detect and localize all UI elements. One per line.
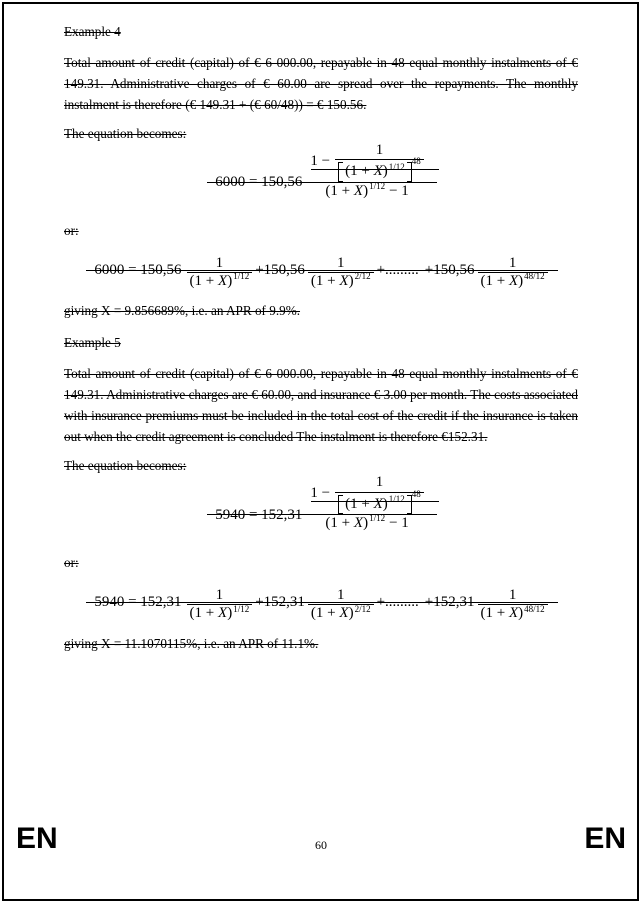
equation-lhs: 6000 = 150,56 (215, 174, 303, 191)
base-close: ) (518, 273, 524, 289)
term-numerator: 1 (337, 587, 345, 603)
series-term (308, 583, 374, 623)
fraction-bar (307, 514, 426, 515)
minus-one: − 1 (389, 514, 409, 531)
example-heading: Example 4 (64, 24, 121, 39)
inner-fraction (335, 142, 424, 182)
equation-lhs: 6000 = 150,56 (94, 261, 182, 278)
equation-intro: The equation becomes: (64, 458, 187, 474)
base-open: (1 + (325, 514, 354, 531)
bracket-exponent: 48 (411, 488, 421, 499)
variable-x: X (218, 605, 228, 622)
exponent: 2/12 (354, 603, 371, 614)
exponent: 48/12 (524, 271, 545, 282)
result-line: giving X = 11.1070115%, i.e. an APR of 11.1%. (64, 635, 319, 651)
bracketed-power (338, 488, 421, 514)
series-term (308, 251, 374, 291)
example-5-section (64, 335, 578, 653)
main-fraction (307, 142, 426, 200)
main-fraction (307, 474, 426, 532)
base-open: (1 + (325, 182, 354, 199)
variable-x: X (373, 163, 383, 180)
term-numerator: 1 (508, 587, 517, 603)
base-close: ) (363, 514, 369, 531)
exponent: 2/12 (354, 271, 371, 282)
variable-x: X (508, 273, 519, 289)
main-equation (64, 142, 578, 212)
bracket-exponent: 48 (411, 156, 421, 167)
base-close: ) (227, 605, 233, 622)
base-open: (1 + (189, 273, 219, 289)
footer-lang-left: EN (16, 822, 58, 855)
equation-lhs: 5940 = 152,31 (215, 506, 303, 523)
base-open: (1 + (189, 605, 219, 622)
fraction-bar (307, 182, 426, 183)
base-open: (1 + (310, 605, 340, 622)
inner-fraction (335, 474, 424, 514)
series-term (478, 583, 548, 623)
or-label: or: (64, 222, 79, 238)
plus-coefficient: +152,31 (255, 594, 305, 611)
series-term (187, 251, 253, 291)
minus-one: − 1 (389, 182, 409, 199)
variable-x: X (508, 605, 519, 622)
plus-coefficient: +150,56 (255, 261, 305, 278)
base-close: ) (363, 182, 369, 199)
result-line: giving X = 9.856689%, i.e. an APR of 9.9%. (64, 303, 301, 319)
base-close: ) (348, 605, 354, 622)
base-open: (1 + (345, 163, 374, 180)
exponent: 1/12 (369, 180, 386, 191)
page-number: 60 (315, 838, 327, 852)
body-paragraph: Total amount of credit (capital) of € 6 000.00, repayable in 48 equal monthly instalments of € 149.31. Administrative charges of € 60.00 are spread over the repayments. The monthly instalment is therefore (€ 149.31 + (€ 60/48)) = € 150.56. (64, 55, 578, 112)
variable-x: X (218, 273, 228, 289)
bracketed-power (338, 156, 421, 181)
series-term (187, 583, 253, 623)
variable-x: X (339, 273, 349, 289)
base-close: ) (518, 605, 524, 622)
body-paragraph: Total amount of credit (capital) of € 6 000.00, repayable in 48 equal monthly instalments of € 149.31. Administrative charges are € 60.00, and insurance € 3.00 per month. The costs associated with insurance premiums must be included in the total cost of the credit if the insurance is taken out when the credit agreement is concluded The instalment is therefore €152.31. (64, 366, 578, 445)
base-open: (1 + (480, 605, 509, 622)
base-open: (1 + (310, 273, 340, 289)
exponent: 1/12 (388, 493, 405, 504)
series-equation (64, 583, 578, 623)
exponent: 1/12 (369, 513, 386, 524)
base-close: ) (348, 273, 354, 289)
series-term (478, 251, 548, 291)
ellipsis-dots: +......... (376, 594, 419, 611)
variable-x: X (339, 605, 349, 622)
base-close: ) (227, 273, 233, 289)
example-4-section (64, 24, 578, 321)
example-heading: Example 5 (64, 335, 121, 351)
term-numerator: 1 (215, 587, 224, 603)
base-open: (1 + (345, 495, 374, 512)
variable-x: X (373, 495, 383, 512)
series-equation (64, 251, 578, 291)
footer-lang-right: EN (584, 822, 626, 855)
term-numerator: 1 (508, 254, 517, 271)
variable-x: X (353, 514, 364, 531)
exponent: 1/12 (233, 271, 250, 282)
plus-coefficient: +152,31 (424, 594, 475, 611)
base-close: ) (382, 495, 388, 512)
exponent: 1/12 (388, 161, 405, 172)
base-close: ) (382, 163, 388, 180)
exponent: 48/12 (524, 603, 545, 614)
one-minus: 1 − (310, 485, 331, 502)
term-numerator: 1 (215, 254, 224, 271)
ellipsis-dots: +......... (376, 261, 419, 278)
main-equation (64, 474, 578, 544)
or-label: or: (64, 555, 79, 570)
inner-numerator: 1 (375, 474, 384, 491)
inner-numerator: 1 (375, 142, 384, 158)
one-minus: 1 − (310, 153, 331, 170)
base-open: (1 + (480, 273, 509, 289)
equation-lhs: 5940 = 152,31 (94, 594, 182, 611)
variable-x: X (353, 182, 364, 199)
term-numerator: 1 (337, 254, 345, 271)
plus-coefficient: +150,56 (424, 261, 475, 278)
exponent: 1/12 (233, 603, 250, 614)
equation-intro: The equation becomes: (64, 126, 187, 141)
